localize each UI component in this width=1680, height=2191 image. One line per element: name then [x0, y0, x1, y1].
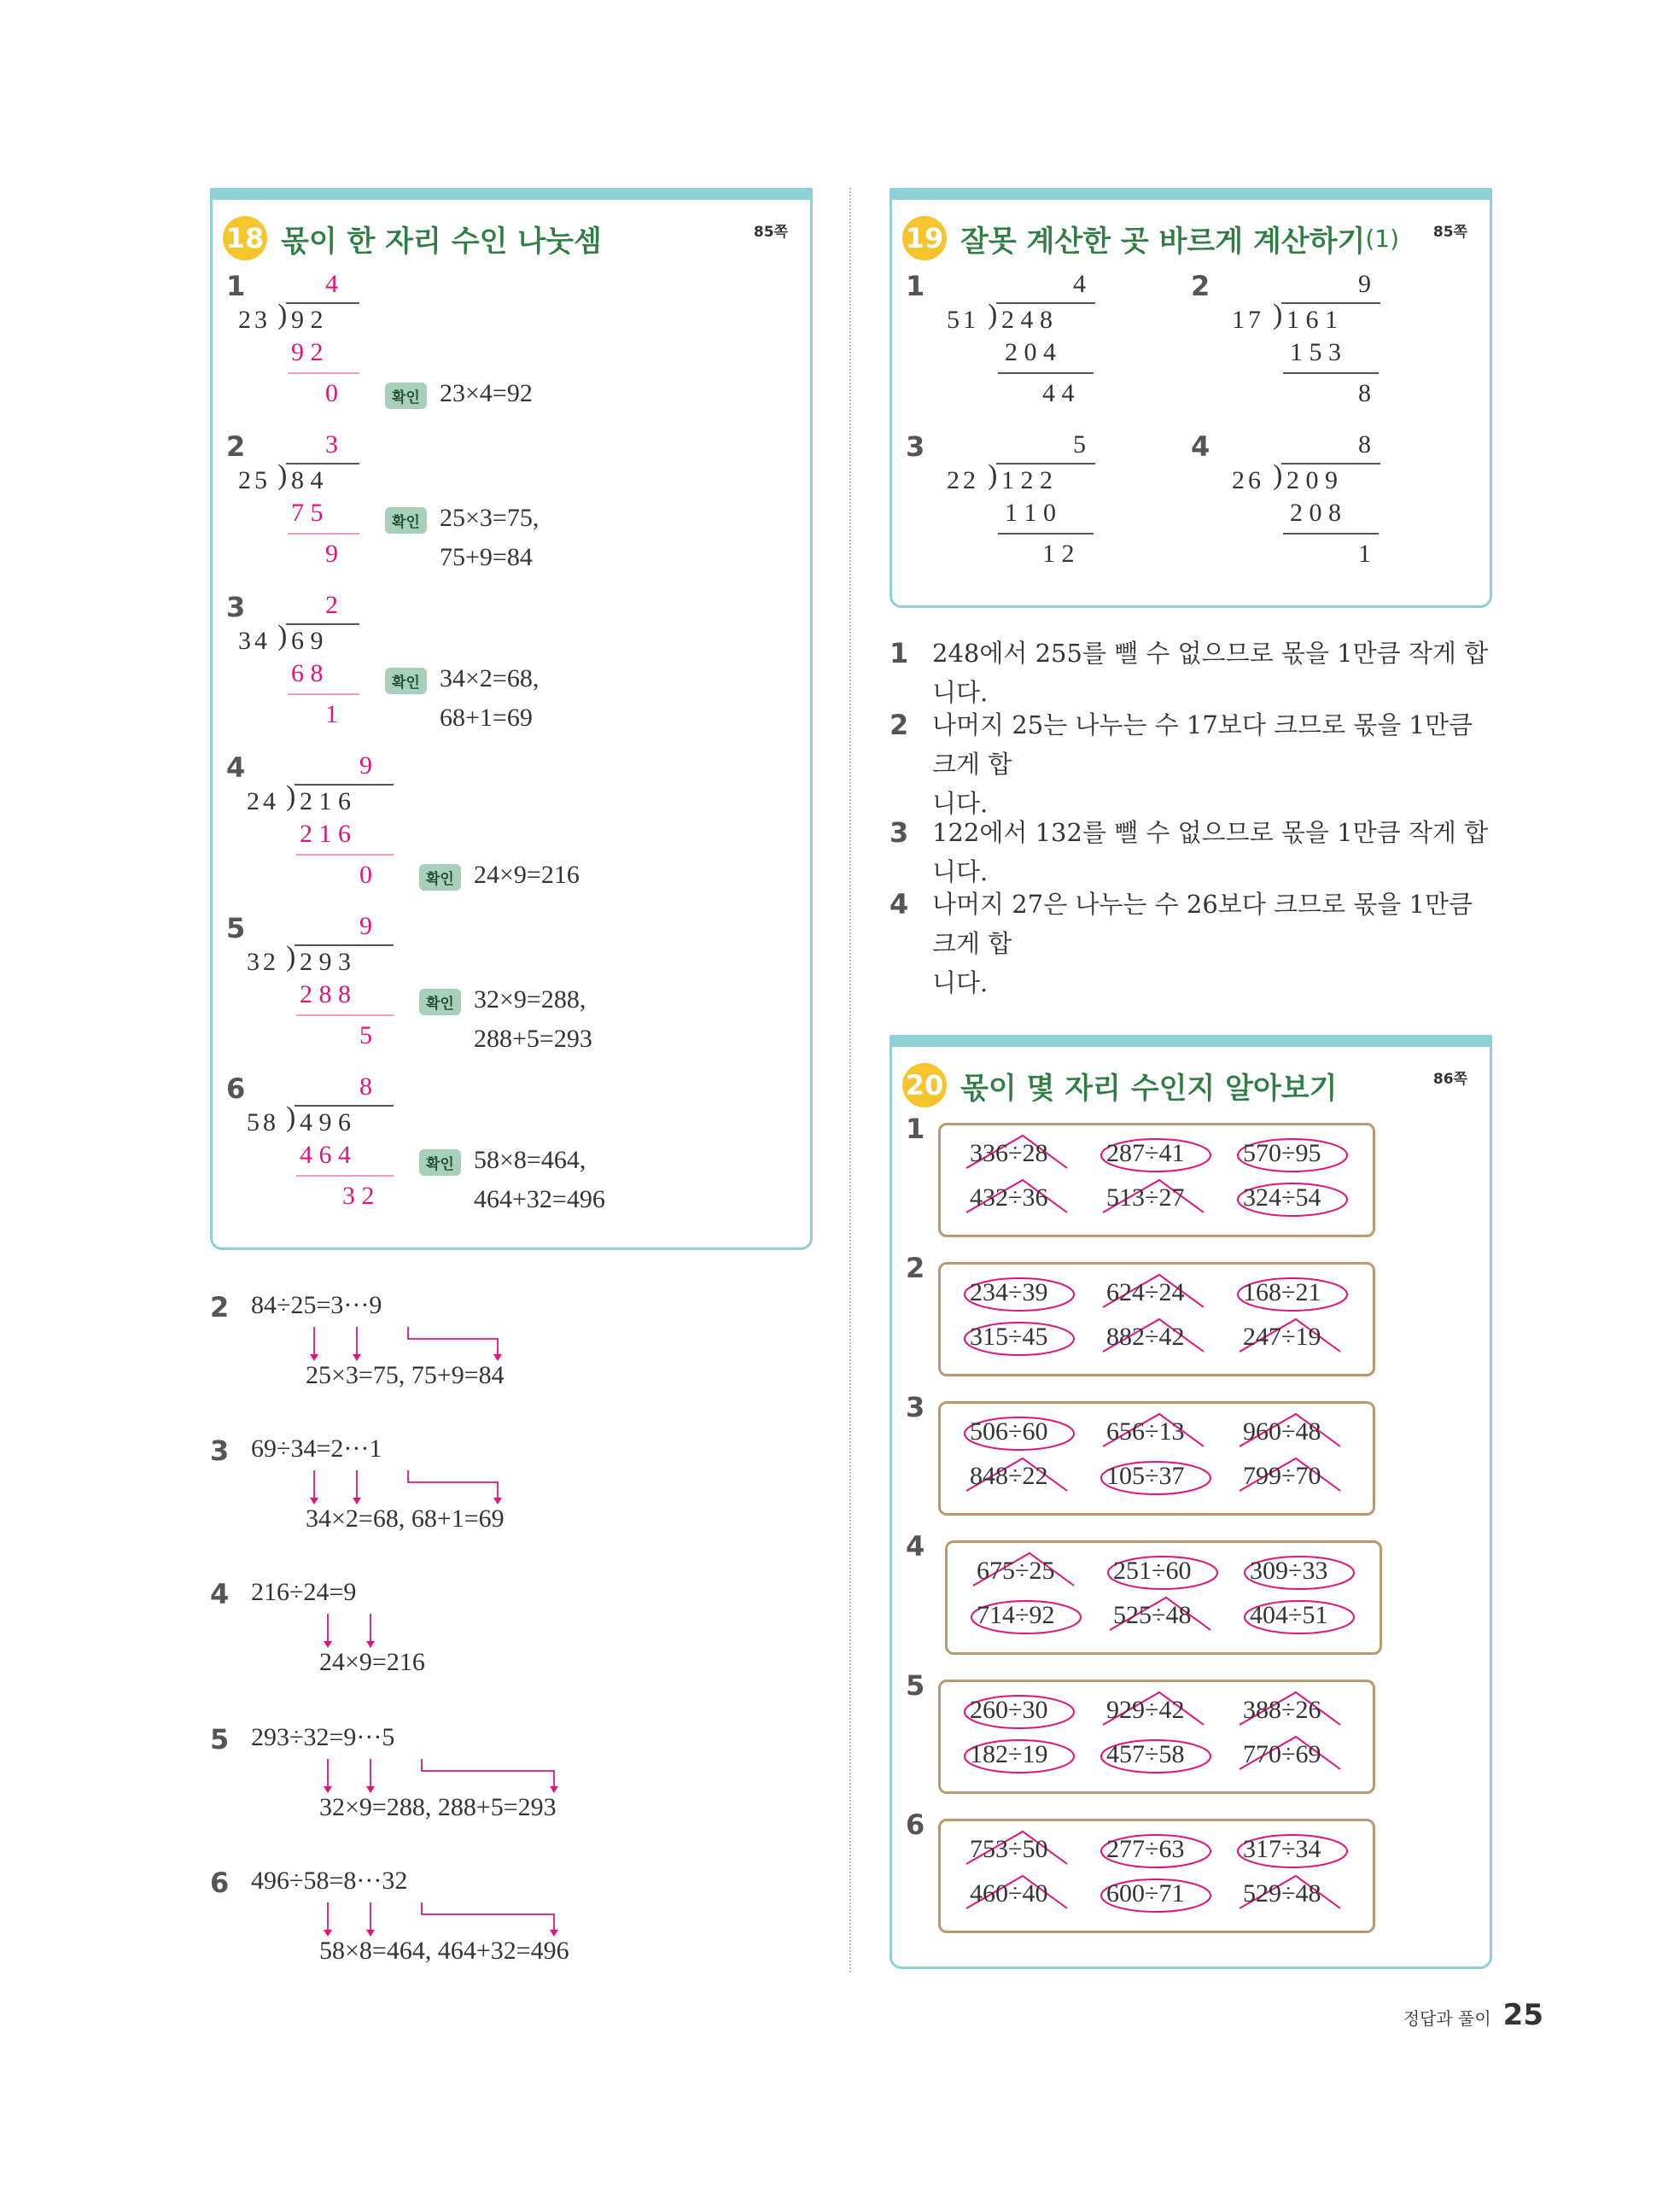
arrow-remainder	[408, 1470, 498, 1501]
divisor: 34	[238, 627, 271, 655]
dividend: 9 2	[291, 306, 324, 334]
expression-text: 624÷24	[1106, 1278, 1185, 1306]
subtract-line	[288, 693, 359, 695]
arrowhead	[324, 1641, 332, 1648]
check-expression: 34×2=68, 68+1=69	[306, 1504, 505, 1533]
expression-text: 432÷36	[970, 1183, 1048, 1212]
arrowhead	[366, 1641, 375, 1648]
section-20-badge: 20	[902, 1063, 947, 1107]
section-18-page-ref: 85쪽	[753, 224, 788, 241]
explanation-text	[932, 813, 1496, 891]
marked-expression	[1103, 1416, 1216, 1450]
explanation-line-1: 나머지 27은 나누는 수 26보다 크므로 몫을 1만큼 크게 합	[932, 890, 1473, 958]
footer-label: 정답과 풀이	[1403, 2008, 1491, 2029]
subtract-line	[288, 533, 359, 535]
expression-frame	[938, 1262, 1375, 1376]
circled-expression	[1103, 1460, 1216, 1494]
remainder: 4 4	[1042, 379, 1075, 407]
circled-expression	[966, 1694, 1079, 1728]
product: 2 0 8	[1290, 499, 1341, 527]
explanation-line-1: 248에서 255를 뺄 수 없으므로 몫을 1만큼 작게 합니다.	[932, 639, 1489, 707]
quotient: 4	[325, 270, 338, 298]
explanation-line-2: 니다.	[932, 968, 989, 997]
expression-frame	[938, 1680, 1375, 1794]
expression-text: 309÷33	[1250, 1557, 1328, 1585]
expression-text: 388÷26	[1243, 1696, 1321, 1724]
arrow-problem-number: 2	[210, 1291, 230, 1323]
divisor: 17	[1232, 306, 1264, 334]
explanation-text	[932, 634, 1496, 712]
section-20-title-text: 몫이 몇 자리 수인지 알아보기	[960, 1071, 1338, 1106]
divisor: 25	[238, 466, 271, 494]
divisor: 32	[247, 948, 279, 976]
divisor: 26	[1232, 466, 1264, 494]
expression-frame	[938, 1819, 1375, 1933]
dividend: 2 0 9	[1286, 466, 1338, 494]
division-expression: 69÷34=2···1	[251, 1434, 382, 1463]
expression-text: 714÷92	[977, 1601, 1055, 1629]
check-expression: 25×3=75, 75+9=84	[306, 1361, 505, 1389]
marked-expression	[966, 1878, 1079, 1912]
division-bar	[295, 784, 394, 786]
check-badge: 확인	[419, 864, 461, 891]
group-number: 1	[906, 1113, 925, 1145]
circled-expression	[1103, 1738, 1216, 1773]
marked-expression	[966, 1182, 1079, 1216]
marked-expression	[973, 1555, 1086, 1589]
quotient: 9	[1358, 270, 1371, 298]
problem-number: 4	[226, 751, 246, 784]
product: 4 6 4	[300, 1141, 351, 1169]
quotient: 3	[325, 430, 338, 459]
problem-number: 6	[226, 1072, 246, 1105]
dividend: 1 6 1	[1286, 306, 1338, 334]
group-number: 2	[906, 1252, 925, 1284]
marked-expression	[966, 1137, 1079, 1171]
check-badge: 확인	[419, 989, 461, 1015]
section-19-title	[902, 216, 1399, 260]
arrowhead	[310, 1498, 318, 1504]
arrow-lines	[210, 1612, 569, 1655]
division-bar	[1281, 302, 1380, 304]
explanation-number: 3	[890, 816, 909, 849]
circled-expression	[1103, 1137, 1216, 1171]
circled-expression	[1103, 1878, 1216, 1912]
division-bracket: )	[286, 1101, 296, 1133]
expression-text: 848÷22	[970, 1462, 1048, 1490]
dividend: 2 1 6	[300, 787, 351, 815]
problem-number: 2	[226, 430, 246, 463]
circled-expression	[1103, 1833, 1216, 1867]
arrow-remainder	[408, 1327, 498, 1358]
circled-expression	[966, 1321, 1079, 1355]
circled-expression	[1246, 1555, 1359, 1589]
arrowhead	[550, 1930, 558, 1937]
explanation-text	[932, 885, 1496, 1002]
arrowhead	[353, 1354, 361, 1361]
footer-page-number: 25	[1502, 1998, 1543, 2032]
division-bar	[295, 944, 394, 946]
marked-expression	[1240, 1878, 1352, 1912]
expression-text: 460÷40	[970, 1879, 1048, 1908]
divisor: 51	[947, 306, 979, 334]
division-bracket: )	[277, 299, 288, 330]
group-number: 3	[906, 1391, 925, 1423]
expression-text: 529÷48	[1243, 1879, 1321, 1908]
marked-expression	[1240, 1460, 1352, 1494]
expression-text: 656÷13	[1106, 1417, 1185, 1446]
dividend: 2 4 8	[1001, 306, 1053, 334]
arrow-problem-number: 5	[210, 1723, 230, 1756]
division-bar	[286, 463, 359, 464]
subtract-line	[296, 1175, 394, 1177]
product: 2 0 4	[1005, 338, 1056, 366]
problem-number: 3	[906, 430, 925, 463]
division-bar	[996, 302, 1095, 304]
group-number: 5	[906, 1669, 925, 1702]
problem-number: 2	[1191, 270, 1210, 302]
remainder: 9	[325, 540, 338, 568]
expression-frame	[938, 1123, 1375, 1237]
quotient: 8	[359, 1072, 372, 1101]
product: 1 5 3	[1290, 338, 1341, 366]
division-bracket: )	[1273, 299, 1283, 330]
check-equation-1: 25×3=75,	[440, 504, 540, 532]
quotient: 2	[325, 591, 338, 619]
expression-text: 287÷41	[1106, 1139, 1185, 1167]
expression-text: 336÷28	[970, 1139, 1048, 1167]
group-number: 4	[906, 1530, 925, 1563]
marked-expression	[1103, 1277, 1216, 1311]
circled-expression	[1240, 1833, 1352, 1867]
expression-text: 457÷58	[1106, 1740, 1185, 1768]
remainder: 1	[325, 700, 338, 728]
check-equation-1: 23×4=92	[440, 379, 533, 407]
arrowhead	[493, 1498, 502, 1504]
expression-text: 570÷95	[1243, 1139, 1321, 1167]
expression-text: 315÷45	[970, 1323, 1048, 1351]
check-expression: 24×9=216	[319, 1648, 425, 1676]
section-18-title-text: 몫이 한 자리 수인 나눗셈	[281, 224, 602, 259]
check-badge: 확인	[385, 668, 427, 694]
marked-expression	[1103, 1182, 1216, 1216]
expression-text: 753÷50	[970, 1835, 1048, 1863]
divisor: 23	[238, 306, 271, 334]
section-19-title-text: 잘못 계산한 곳 바르게 계산하기	[960, 224, 1366, 259]
section-19-page-ref: 85쪽	[1432, 224, 1467, 241]
expression-text: 182÷19	[970, 1740, 1048, 1768]
circled-expression	[966, 1416, 1079, 1450]
arrow-problem-number: 4	[210, 1578, 230, 1610]
explanation-line-2: 니다.	[932, 789, 989, 818]
explanation-number: 4	[890, 888, 909, 920]
circled-expression	[973, 1599, 1086, 1633]
check-equation-1: 32×9=288,	[474, 985, 586, 1014]
remainder: 8	[1358, 379, 1371, 407]
circled-expression	[1240, 1182, 1352, 1216]
expression-text: 324÷54	[1243, 1183, 1321, 1212]
check-equation-2: 288+5=293	[474, 1025, 592, 1053]
check-expression: 32×9=288, 288+5=293	[319, 1793, 557, 1821]
check-equation-1: 58×8=464,	[474, 1146, 586, 1174]
subtract-line	[998, 372, 1094, 374]
divisor: 24	[247, 787, 279, 815]
expression-text: 234÷39	[970, 1278, 1048, 1306]
division-bracket: )	[1273, 459, 1283, 491]
product: 9 2	[291, 338, 324, 366]
remainder: 0	[359, 861, 372, 889]
marked-expression	[1103, 1321, 1216, 1355]
product: 1 1 0	[1005, 499, 1056, 527]
expression-text: 513÷27	[1106, 1183, 1185, 1212]
arrow-lines	[210, 1901, 569, 1943]
section-18-box	[210, 188, 813, 1250]
dividend: 2 9 3	[300, 948, 351, 976]
arrow-problem-number: 3	[210, 1434, 230, 1467]
check-badge: 확인	[385, 507, 427, 534]
circled-expression	[1240, 1277, 1352, 1311]
expression-text: 506÷60	[970, 1417, 1048, 1446]
check-badge: 확인	[385, 383, 427, 409]
section-19-badge: 19	[902, 216, 947, 260]
circled-expression	[1246, 1599, 1359, 1633]
marked-expression	[1240, 1694, 1352, 1728]
explanation-line-1: 122에서 132를 뺄 수 없으므로 몫을 1만큼 작게 합니다.	[932, 818, 1489, 886]
division-bracket: )	[277, 459, 288, 491]
expression-text: 960÷48	[1243, 1417, 1321, 1446]
section-20-box	[890, 1035, 1492, 1969]
problem-number: 4	[1191, 430, 1210, 463]
expression-text: 251÷60	[1113, 1557, 1192, 1585]
quotient: 9	[359, 751, 372, 780]
remainder: 0	[325, 379, 338, 407]
remainder: 1 2	[1042, 540, 1075, 568]
expression-text: 929÷42	[1106, 1696, 1185, 1724]
problem-number: 1	[906, 270, 925, 302]
check-expression: 58×8=464, 464+32=496	[319, 1937, 569, 1965]
division-expression: 293÷32=9···5	[251, 1723, 395, 1751]
marked-expression	[966, 1833, 1079, 1867]
expression-text: 168÷21	[1243, 1278, 1321, 1306]
product: 2 8 8	[300, 980, 351, 1008]
arrow-lines	[210, 1325, 569, 1368]
subtract-line	[296, 854, 394, 856]
dividend: 4 9 6	[300, 1108, 351, 1136]
marked-expression	[966, 1460, 1079, 1494]
expression-text: 247÷19	[1243, 1323, 1321, 1351]
check-equation-1: 24×9=216	[474, 861, 580, 889]
expression-text: 404÷51	[1250, 1601, 1328, 1629]
divisor: 22	[947, 466, 979, 494]
arrowhead	[366, 1930, 375, 1937]
expression-frame	[938, 1401, 1375, 1516]
subtract-line	[1283, 372, 1379, 374]
quotient: 8	[1358, 430, 1371, 459]
subtract-line	[296, 1014, 394, 1016]
division-bar	[1281, 463, 1380, 464]
expression-text: 882÷42	[1106, 1323, 1185, 1351]
product: 6 8	[291, 659, 324, 687]
section-20-page-ref: 86쪽	[1432, 1071, 1467, 1088]
explanation-number: 1	[890, 637, 909, 669]
problem-number: 1	[226, 270, 246, 302]
division-expression: 84÷25=3···9	[251, 1291, 382, 1319]
explanation-line-1: 나머지 25는 나누는 수 17보다 크므로 몫을 1만큼 크게 합	[932, 710, 1473, 779]
division-bracket: )	[277, 620, 288, 651]
expression-text: 277÷63	[1106, 1835, 1185, 1863]
check-equation-2: 75+9=84	[440, 543, 533, 571]
division-bracket: )	[988, 459, 998, 491]
arrow-remainder	[422, 1902, 554, 1933]
section-18-badge: 18	[223, 216, 267, 260]
expression-text: 600÷71	[1106, 1879, 1185, 1908]
section-19-header-bar	[890, 188, 1492, 200]
group-number: 6	[906, 1808, 925, 1841]
arrowhead	[324, 1786, 332, 1793]
section-18-title	[223, 216, 602, 260]
arrow-lines	[210, 1757, 569, 1800]
subtract-line	[998, 533, 1094, 535]
expression-text: 770÷69	[1243, 1740, 1321, 1768]
expression-text: 260÷30	[970, 1696, 1048, 1724]
product: 7 5	[291, 499, 324, 527]
divisor: 58	[247, 1108, 279, 1136]
remainder: 5	[359, 1021, 372, 1049]
quotient: 5	[1073, 430, 1086, 459]
division-bar	[996, 463, 1095, 464]
division-bracket: )	[988, 299, 998, 330]
quotient: 4	[1073, 270, 1086, 298]
expression-text: 799÷70	[1243, 1462, 1321, 1490]
arrowhead	[493, 1354, 502, 1361]
arrow-problem-number: 6	[210, 1867, 230, 1899]
section-20-header-bar	[890, 1035, 1492, 1047]
check-equation-2: 464+32=496	[474, 1185, 605, 1213]
circled-expression	[1240, 1137, 1352, 1171]
arrow-lines	[210, 1469, 569, 1511]
page-footer	[1403, 1998, 1543, 2032]
arrowhead	[366, 1786, 375, 1793]
division-bar	[286, 623, 359, 625]
arrowhead	[310, 1354, 318, 1361]
check-equation-2: 68+1=69	[440, 704, 533, 732]
circled-expression	[966, 1277, 1079, 1311]
subtract-line	[288, 372, 359, 374]
circled-expression	[1110, 1555, 1222, 1589]
marked-expression	[1110, 1599, 1222, 1633]
arrowhead	[550, 1786, 558, 1793]
explanation-number: 2	[890, 709, 909, 741]
problem-number: 3	[226, 591, 246, 623]
circled-expression	[966, 1738, 1079, 1773]
marked-expression	[1240, 1321, 1352, 1355]
section-19-box	[890, 188, 1492, 608]
check-equation-1: 34×2=68,	[440, 664, 540, 692]
dividend: 8 4	[291, 466, 324, 494]
section-20-title	[902, 1063, 1337, 1107]
expression-text: 525÷48	[1113, 1601, 1192, 1629]
expression-frame	[945, 1540, 1382, 1655]
problem-number: 5	[226, 912, 246, 944]
division-bracket: )	[286, 941, 296, 973]
product: 2 1 6	[300, 820, 351, 848]
arrowhead	[324, 1930, 332, 1937]
division-bar	[286, 302, 359, 304]
check-badge: 확인	[419, 1149, 461, 1176]
dividend: 6 9	[291, 627, 324, 655]
expression-text: 105÷37	[1106, 1462, 1185, 1490]
section-19-title-suffix: (1)	[1365, 224, 1399, 253]
section-18-header-bar	[210, 188, 813, 200]
division-bracket: )	[286, 780, 296, 812]
marked-expression	[1240, 1738, 1352, 1773]
division-expression: 496÷58=8···32	[251, 1867, 408, 1895]
arrow-remainder	[422, 1759, 554, 1790]
expression-text: 675÷25	[977, 1557, 1055, 1585]
explanation-text	[932, 705, 1496, 823]
quotient: 9	[359, 912, 372, 940]
marked-expression	[1103, 1694, 1216, 1728]
column-divider	[849, 188, 851, 1972]
arrowhead	[353, 1498, 361, 1504]
dividend: 1 2 2	[1001, 466, 1053, 494]
division-expression: 216÷24=9	[251, 1578, 357, 1606]
subtract-line	[1283, 533, 1379, 535]
marked-expression	[1240, 1416, 1352, 1450]
remainder: 1	[1358, 540, 1371, 568]
division-bar	[295, 1105, 394, 1107]
expression-text: 317÷34	[1243, 1835, 1321, 1863]
remainder: 3 2	[342, 1182, 375, 1210]
